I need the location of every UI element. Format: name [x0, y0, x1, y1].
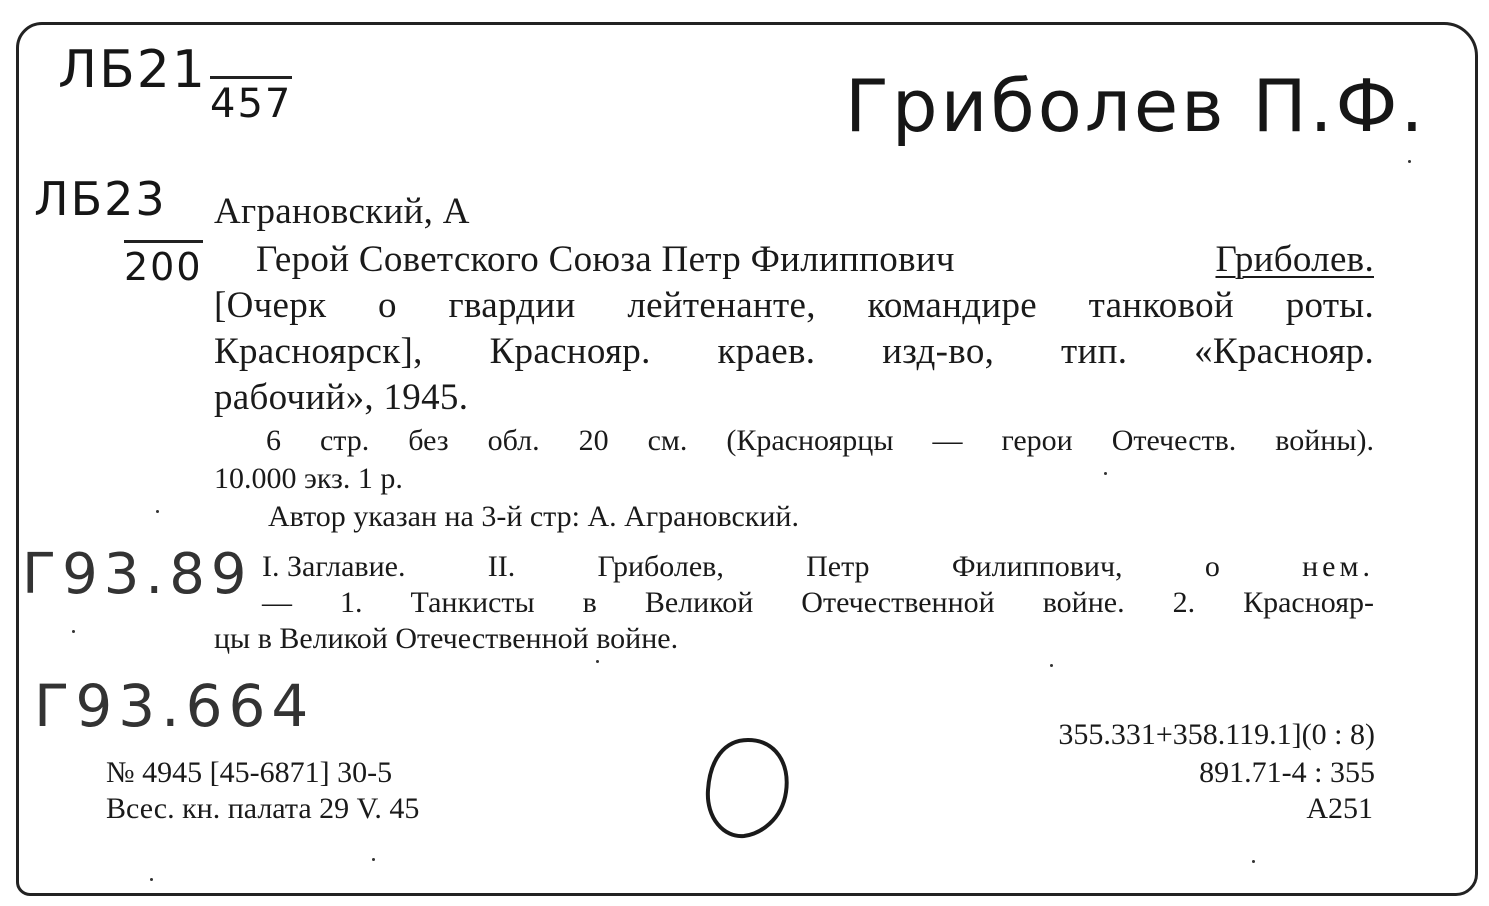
tracing-1-a: I. Заглавие. [262, 550, 406, 583]
punch-hole-circle [698, 734, 798, 844]
classification-line-1: 355.331+358.119.1](0 : 8) [1058, 718, 1375, 751]
book-chamber-line: Всес. кн. палата 29 V. 45 [106, 792, 420, 825]
tracing-1-d: Петр [806, 550, 870, 583]
speckle [1408, 160, 1411, 163]
tracing-1-g: нем. [1302, 550, 1374, 583]
speckle [156, 510, 159, 513]
tracing-1-b: II. [487, 550, 516, 583]
speckle [372, 858, 375, 861]
shelf-mark-1-number: 457 [210, 76, 292, 127]
tracing-1-c: Гриболев, [597, 550, 724, 583]
shelf-mark-2-number: 200 [124, 240, 203, 289]
note-line: Автор указан на 3-й стр: А. Аграновский. [268, 500, 799, 533]
speckle [1252, 860, 1255, 863]
classification-line-3: А251 [1306, 792, 1373, 825]
title-line-1-prefix: Герой Советского Союза Петр Филиппович [256, 239, 955, 280]
tracing-line-3: цы в Великой Отечественной войне. [214, 622, 679, 655]
shelf-mark-2: ЛБ23 [34, 172, 167, 226]
tracing-line-1 [262, 550, 1374, 584]
title-name: Гриболев. [1215, 239, 1374, 280]
class-mark-handwritten-2: Г93.664 [34, 672, 315, 740]
tracing-1-f: о [1204, 550, 1220, 583]
class-mark-handwritten-1: Г93.89 [22, 542, 253, 607]
shelf-mark-1: ЛБ21 [58, 40, 207, 100]
card-number-line: № 4945 [45-6871] 30-5 [106, 756, 393, 789]
speckle [150, 878, 153, 881]
title-line-1 [256, 238, 1374, 281]
tracing-line-2: — 1. Танкисты в Великой Отечественной войне. 2. Краснояр- [262, 586, 1374, 619]
speckle [1050, 664, 1053, 667]
collation-line-2: 10.000 экз. 1 р. [214, 462, 403, 495]
title-line-2: [Очерк о гвардии лейтенанте, командире танковой роты. [214, 285, 1374, 326]
speckle [596, 660, 599, 663]
classification-line-2: 891.71-4 : 355 [1199, 756, 1375, 789]
tracing-1-e: Филиппович, [951, 550, 1123, 583]
title-line-4: рабочий», 1945. [214, 377, 469, 418]
speckle [72, 630, 75, 633]
speckle [1104, 472, 1107, 475]
header-name-handwritten: Гриболев П.Ф. [845, 64, 1427, 148]
title-line-3: Красноярск], Краснояр. краев. изд-во, тип. «Краснояр. [214, 331, 1374, 372]
author-heading: Аграновский, А [214, 191, 470, 232]
collation-line-1: 6 стр. без обл. 20 см. (Красноярцы — герои Отечеств. войны). [266, 424, 1374, 457]
